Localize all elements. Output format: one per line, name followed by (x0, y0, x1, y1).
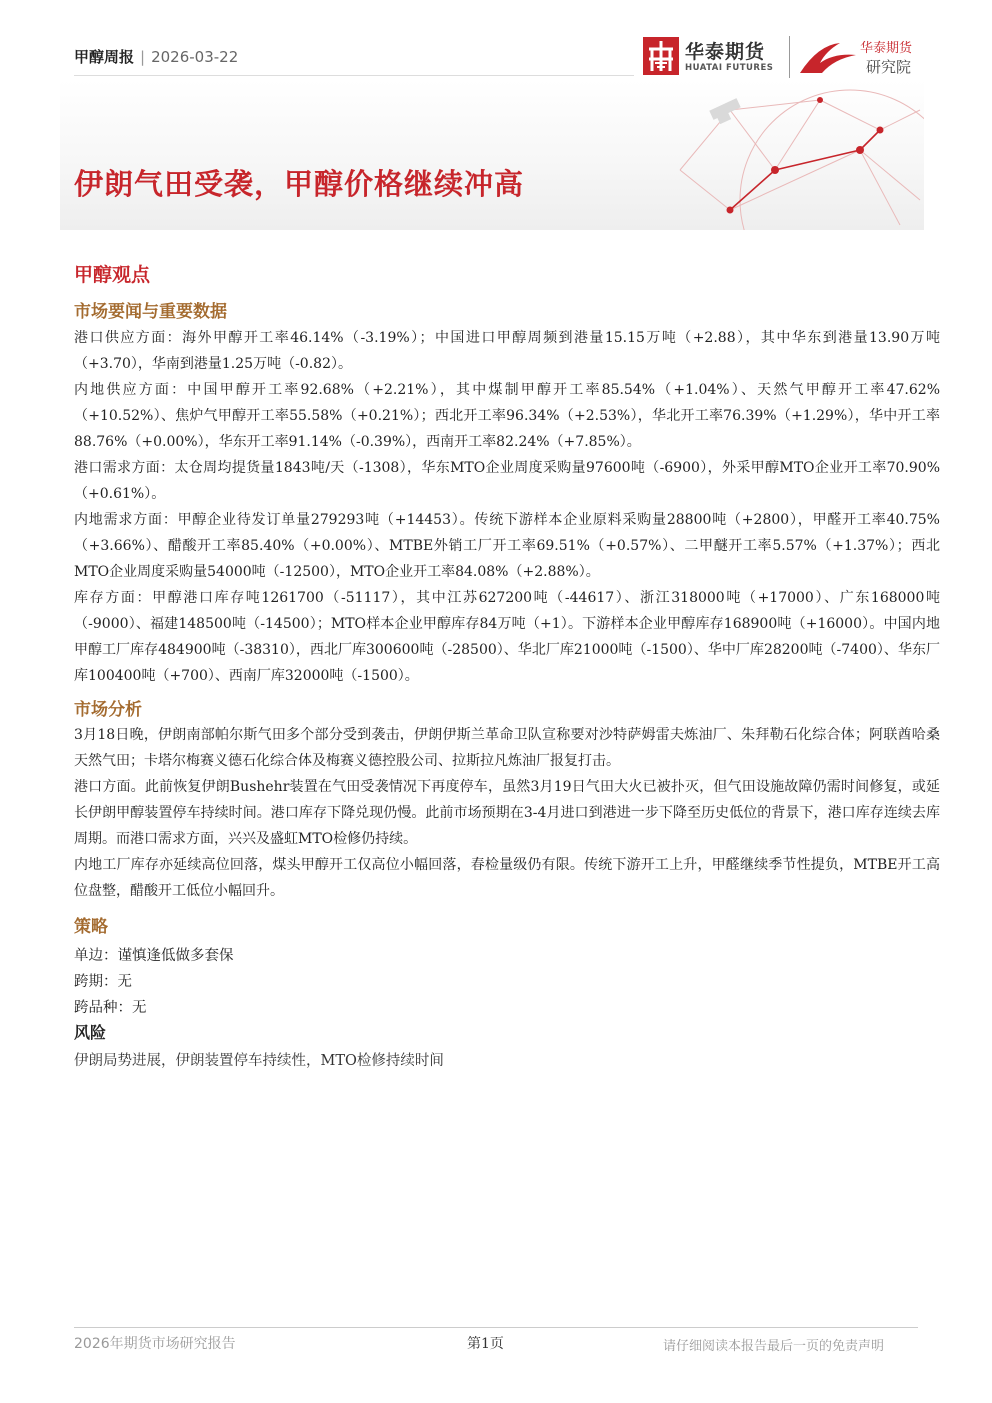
footer-divider (74, 1327, 918, 1328)
analysis-paragraph-1: 3月18日晚，伊朗南部帕尔斯气田多个部分受到袭击，伊朗伊斯兰革命卫队宣称要对沙特萨姆雷夫炼油厂、朱拜勒石化综合体；阿联酋哈桑天然气田；卡塔尔梅赛义德石化综合体及梅赛义德控股公司、拉斯拉凡炼油厂报复打击。 (74, 727, 940, 769)
viewpoint-heading: 甲醇观点 (74, 264, 151, 286)
analysis-paragraph-3: 内地工厂库存亦延续高位回落，煤头甲醇开工仅高位小幅回落，春检量级仍有限。传统下游开工上升，甲醛继续季节性提负，MTBE开工高位盘整，醋酸开工低位小幅回升。 (74, 857, 940, 899)
inland-demand-paragraph: 内地需求方面：甲醇企业待发订单量279293吨（+14453）。传统下游样本企业原料采购量28800吨（+2800），甲醛开工率40.75%（+3.66%）、醋酸开工率85.40%（+0.00%）、MTBE外销工厂开工率69.51%（+0.57%）、二甲醚开工率5.57%（+1.37%）；西北MTO企业周度采购量54000吨（-12500），MTO企业开工率84.08%（+2.88%）。 (74, 512, 940, 580)
risk-text: 伊朗局势进展，伊朗装置停车持续性，MTO检修持续时间 (74, 1053, 444, 1069)
huatai-futures-logo (643, 37, 788, 79)
company-name-cn: 华泰期货 (685, 41, 766, 63)
institute-name: 研究院 (866, 58, 912, 76)
disclaimer-notice: 请仔细阅读本报告最后一页的免责声明 (663, 1339, 885, 1354)
inventory-paragraph: 库存方面：甲醇港口库存吨1261700（-51117），其中江苏627200吨（-44617）、浙江318000吨（+17000）、广东168000吨（-9000）、福建148500吨（-14500）；MTO样本企业甲醇库存84万吨（+1）。下游样本企业甲醇库存168900吨（+16000）。中国内地甲醇工厂库存484900吨（-38310），西北厂库300600吨（-28500）、华北厂库21000吨（-1500）、华中厂库28200吨（-7400）、华东厂库100400吨（+700）、西南厂库32000吨（-1500）。 (74, 590, 940, 684)
huatai-logo-mark-icon (643, 37, 679, 75)
port-demand-paragraph: 港口需求方面：太仓周均提货量1843吨/天（-1308），华东MTO企业周度采购量97600吨（-6900），外采甲醇MTO企业开工率70.90%（+0.61%）。 (74, 460, 940, 502)
inland-supply-paragraph: 内地供应方面：中国甲醇开工率92.68%（+2.21%），其中煤制甲醇开工率85.54%（+1.04%）、天然气甲醇开工率47.62%（+10.52%）、焦炉气甲醇开工率55.58%（+0.21%）；西北开工率96.34%（+2.53%），华北开工率76.39%（+1.29%），华中开工率88.76%（+0.00%），华东开工率91.14%（-0.39%），西南开工率82.24%（+7.85%）。 (74, 382, 940, 450)
institute-swoosh-icon (798, 39, 860, 75)
institute-brand: 华泰期货 (860, 41, 913, 56)
report-header (74, 46, 238, 67)
strategy-cross-product: 跨品种：无 (74, 1000, 147, 1016)
market-analysis-heading: 市场分析 (74, 700, 142, 720)
company-name-en: HUATAI FUTURES (685, 63, 774, 73)
strategy-single-side: 单边：谨慎逢低做多套保 (74, 948, 234, 964)
logo-divider (789, 36, 790, 78)
header-separator: | (140, 48, 146, 66)
strategy-calendar-spread: 跨期：无 (74, 974, 132, 990)
header-divider (74, 75, 634, 76)
footer-report-name: 2026年期货市场研究报告 (74, 1336, 236, 1352)
research-institute-logo (798, 35, 928, 79)
report-date: 2026-03-22 (151, 48, 239, 66)
document-title: 伊朗气田受袭，甲醇价格继续冲高 (74, 167, 525, 201)
analysis-paragraph-2: 港口方面。此前恢复伊朗Bushehr装置在气田受袭情况下再度停车，虽然3月19日气田大火已被扑灭，但气田设施故障仍需时间修复，或延长伊朗甲醇装置停车持续时间。港口库存下降兑现仍慢。此前市场预期在3-4月进口到港进一步下降至历史低位的背景下，港口库存连续去库周期。而港口需求方面，兴兴及盛虹MTO检修仍持续。 (74, 779, 940, 847)
page-number: 第1页 (467, 1336, 504, 1352)
title-banner (60, 80, 924, 230)
port-supply-paragraph: 港口供应方面：海外甲醇开工率46.14%（-3.19%）；中国进口甲醇周频到港量15.15万吨（+2.88），其中华东到港量13.90万吨（+3.70），华南到港量1.25万吨（-0.82）。 (74, 330, 940, 372)
report-type: 甲醇周报 (74, 48, 135, 66)
risk-heading: 风险 (74, 1023, 107, 1042)
strategy-heading: 策略 (74, 917, 108, 937)
market-news-heading: 市场要闻与重要数据 (74, 302, 227, 322)
network-globe-icon (620, 80, 924, 230)
